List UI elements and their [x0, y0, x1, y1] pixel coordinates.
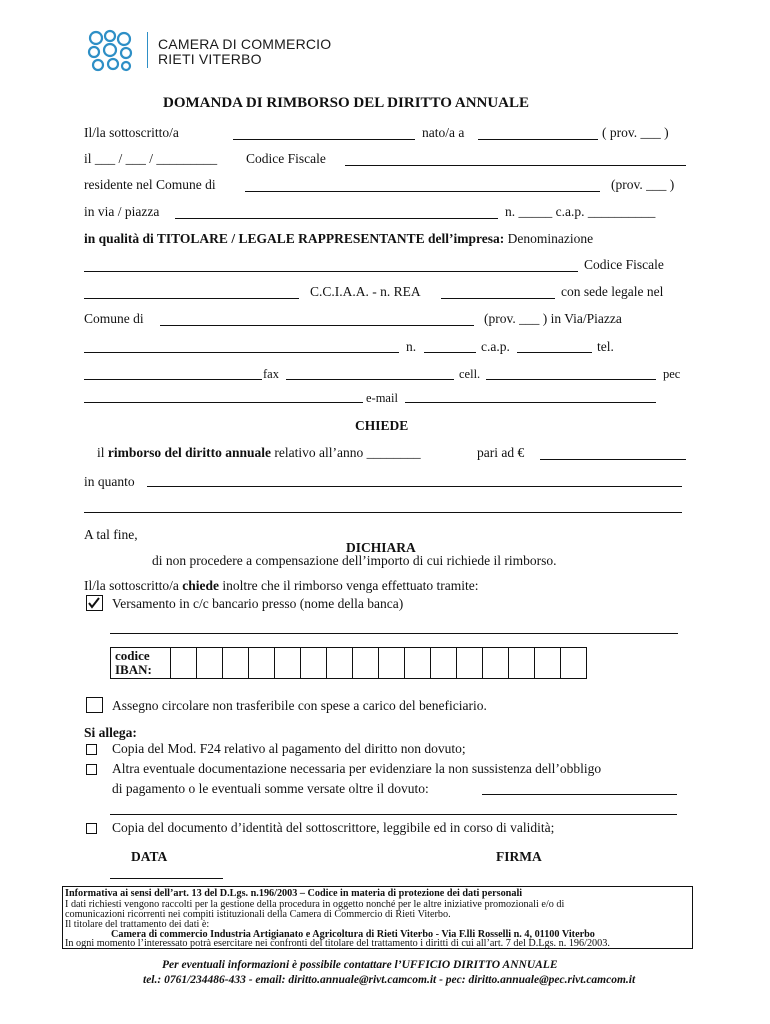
checkmark-icon — [87, 596, 101, 609]
form-title: DOMANDA DI RIMBORSO DEL DIRITTO ANNUALE — [163, 95, 530, 111]
field-nato-a[interactable] — [478, 139, 598, 140]
label-pec: pec — [663, 367, 681, 381]
iban-label-line1: codice — [115, 648, 150, 663]
label-rimborso — [97, 445, 421, 461]
field-codice-fiscale[interactable] — [345, 165, 686, 166]
field-sottoscritto[interactable] — [233, 139, 415, 140]
iban-grid — [110, 647, 587, 679]
iban-label — [111, 648, 171, 679]
privacy-text-3: Il titolare del trattamento dei dati è: — [65, 919, 210, 930]
field-via[interactable] — [175, 218, 498, 219]
iban-cell[interactable] — [171, 648, 197, 679]
label-prov-nascita: ( prov. ___ ) — [602, 125, 669, 140]
iban-cell[interactable] — [431, 648, 457, 679]
contact-line-2: tel.: 0761/234486-433 - email: diritto.annuale@rivt.camcom.it - pec: diritto.annuale@pec.rivt.camcom.it — [143, 974, 636, 986]
privacy-text-1: I dati richiesti vengono raccolti per la gestione della procedura in oggetto nonché per le altre iniziative promozionali e/o di — [65, 899, 565, 910]
label-tramite-a: Il/la sottoscritto/a — [84, 578, 179, 593]
label-allegato-altra-2: di pagamento o le eventuali somme versate oltre il dovuto: — [112, 781, 429, 796]
org-name-line1: CAMERA DI COMMERCIO — [158, 36, 332, 52]
field-rea[interactable] — [441, 298, 555, 299]
label-cap-sede: c.a.p. — [481, 339, 510, 354]
field-fax[interactable] — [286, 379, 454, 380]
checkbox-allegato-f24[interactable] — [86, 744, 97, 755]
label-prov-via-sede: (prov. ___ ) in Via/Piazza — [484, 311, 622, 326]
field-cf-impresa[interactable] — [84, 298, 299, 299]
iban-cell[interactable] — [483, 648, 509, 679]
field-data[interactable] — [110, 878, 223, 879]
field-tel[interactable] — [84, 379, 262, 380]
label-tel: tel. — [597, 339, 614, 354]
label-versamento: Versamento in c/c bancario presso (nome della banca) — [112, 596, 404, 611]
field-denominazione[interactable] — [84, 271, 578, 272]
privacy-text-5: In ogni momento l’interessato potrà esercitare nei confronti del titolare del trattamento i diritti di cui all’art. 7 del D.Lgs. n. 196/2003. — [65, 938, 610, 949]
label-allegato-documento: Copia del documento d’identità del sottoscrittore, leggibile ed in corso di validità; — [112, 820, 555, 835]
label-civico-sede: n. — [406, 339, 417, 354]
heading-si-allega: Si allega: — [84, 725, 137, 740]
iban-cell[interactable] — [197, 648, 223, 679]
label-assegno: Assegno circolare non trasferibile con spese a carico del beneficiario. — [112, 698, 487, 713]
iban-cell[interactable] — [457, 648, 483, 679]
privacy-title: Informativa ai sensi dell’art. 13 del D.Lgs. n.196/2003 – Codice in materia di protezione dei dati personali — [65, 888, 523, 899]
label-qualita — [84, 231, 593, 247]
label-tal-fine: A tal fine, — [84, 527, 138, 542]
privacy-text-2: comunicazioni ricorrenti nei compiti istituzionali della Camera di Commercio di Rieti Viterbo. — [65, 909, 451, 920]
iban-cell[interactable] — [275, 648, 301, 679]
label-qualita-bold: in qualità di TITOLARE / LEGALE RAPPRESENTANTE dell’impresa: — [84, 231, 505, 246]
iban-cell[interactable] — [535, 648, 561, 679]
label-cciaa-rea: C.C.I.A.A. - n. REA — [310, 284, 421, 299]
label-allegato-f24: Copia del Mod. F24 relativo al pagamento del diritto non dovuto; — [112, 741, 466, 756]
label-prov-residenza: (prov. ___ ) — [611, 177, 675, 192]
iban-cell[interactable] — [223, 648, 249, 679]
label-pari-ad: pari ad € — [477, 445, 525, 460]
iban-cell[interactable] — [379, 648, 405, 679]
heading-chiede: CHIEDE — [355, 418, 409, 433]
iban-cell[interactable] — [405, 648, 431, 679]
field-cap-sede[interactable] — [517, 352, 592, 353]
checkbox-allegato-documento[interactable] — [86, 823, 97, 834]
label-rimborso-anno: relativo all’anno ________ — [274, 445, 421, 460]
label-via: in via / piazza — [84, 204, 160, 219]
iban-label-line2: IBAN: — [115, 662, 152, 677]
label-tramite-b: inoltre che il rimborso venga effettuato tramite: — [222, 578, 479, 593]
label-data: DATA — [131, 849, 168, 864]
label-cf-impresa: Codice Fiscale — [584, 257, 664, 272]
label-in-quanto: in quanto — [84, 474, 135, 489]
org-name-line2: RIETI VITERBO — [158, 51, 262, 67]
label-rimborso-il: il — [97, 445, 105, 460]
label-denominazione: Denominazione — [507, 231, 594, 246]
label-nato-a: nato/a a — [422, 125, 465, 140]
contact-line-1: Per eventuali informazioni è possibile contattare l’UFFICIO DIRITTO ANNUALE — [162, 959, 558, 971]
privacy-notice — [62, 886, 693, 949]
field-importo[interactable] — [540, 459, 686, 460]
iban-cell[interactable] — [509, 648, 535, 679]
checkbox-allegato-altra[interactable] — [86, 764, 97, 775]
label-rimborso-bold: rimborso del diritto annuale — [107, 445, 272, 460]
label-cell: cell. — [459, 367, 481, 381]
logo-icon — [86, 28, 134, 72]
iban-cell[interactable] — [249, 648, 275, 679]
field-in-quanto[interactable] — [147, 486, 682, 487]
label-sottoscritto: Il/la sottoscritto/a — [84, 125, 179, 140]
label-email: e-mail — [366, 391, 398, 405]
field-in-quanto-2[interactable] — [84, 512, 682, 513]
field-nome-banca[interactable] — [110, 633, 678, 634]
label-dichiara-testo: di non procedere a compensazione dell’importo di cui richiede il rimborso. — [152, 553, 557, 568]
label-codice-fiscale: Codice Fiscale — [246, 151, 326, 166]
field-allegato-altra-2[interactable] — [110, 814, 677, 815]
iban-cell[interactable] — [327, 648, 353, 679]
field-allegato-altra[interactable] — [482, 794, 677, 795]
heading-dichiara: DICHIARA — [346, 540, 416, 555]
field-comune-sede[interactable] — [160, 325, 474, 326]
org-logo — [86, 28, 134, 72]
field-civico-sede[interactable] — [424, 352, 476, 353]
iban-cell[interactable] — [301, 648, 327, 679]
label-tramite-bold: chiede — [182, 578, 219, 593]
logo-divider — [147, 32, 148, 68]
label-comune-sede: Comune di — [84, 311, 144, 326]
iban-cell[interactable] — [561, 648, 587, 679]
checkbox-assegno[interactable] — [86, 697, 103, 713]
label-allegato-altra: Altra eventuale documentazione necessaria per evidenziare la non sussistenza dell’obbligo — [112, 761, 602, 776]
iban-cell[interactable] — [353, 648, 379, 679]
label-sede-legale: con sede legale nel — [561, 284, 664, 299]
privacy-text-4: Camera di commercio Industria Artigianato e Agricoltura di Rieti Viterbo - Via F.lli Rosselli n. 4, 01100 Viterbo — [111, 929, 595, 940]
checkbox-versamento[interactable] — [86, 595, 103, 611]
label-firma: FIRMA — [496, 849, 542, 864]
label-fax: fax — [263, 367, 279, 381]
field-via-sede[interactable] — [84, 352, 399, 353]
field-pec[interactable] — [84, 402, 363, 403]
label-tramite — [84, 578, 479, 594]
field-email[interactable] — [405, 402, 656, 403]
label-civico-cap: n. _____ c.a.p. __________ — [505, 204, 656, 219]
field-comune-residenza[interactable] — [245, 191, 600, 192]
label-data-nascita: il ___ / ___ / _________ — [84, 151, 218, 166]
field-cell[interactable] — [486, 379, 656, 380]
label-residente: residente nel Comune di — [84, 177, 216, 192]
